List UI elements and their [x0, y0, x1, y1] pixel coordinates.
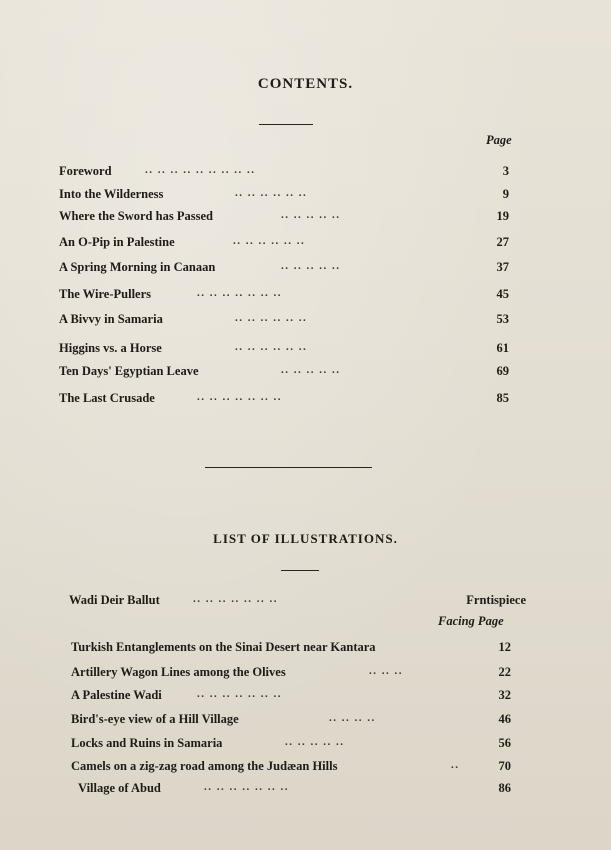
- illustration-entry-title: Locks and Ruins in Samaria: [71, 736, 223, 750]
- illustration-entry-page: Frntispiece: [466, 593, 526, 607]
- illustration-entry-leader: ..: [451, 759, 460, 771]
- illustration-entry-leader: .. .. .. .. .. .. ..: [193, 593, 278, 605]
- toc-entry-title: An O-Pip in Palestine: [59, 235, 175, 249]
- toc-entry-title: Foreword: [59, 164, 112, 178]
- toc-entry-leader: .. .. .. .. ..: [281, 209, 341, 221]
- toc-entry-title: A Bivvy in Samaria: [59, 312, 163, 326]
- toc-entry-page: 37: [496, 260, 509, 274]
- illustration-entry: [71, 712, 511, 732]
- toc-entry-title: Into the Wilderness: [59, 187, 164, 201]
- toc-entry: [59, 364, 509, 384]
- illustration-entry: [71, 688, 511, 708]
- toc-entry-page: 61: [496, 341, 509, 355]
- illustration-entry-page: 12: [498, 640, 511, 654]
- toc-entry: [59, 312, 509, 332]
- toc-entry-page: 19: [496, 209, 509, 223]
- illustration-entry: [71, 736, 511, 756]
- toc-entry: [59, 391, 509, 411]
- toc-entry-leader: .. .. .. .. .. ..: [235, 341, 308, 353]
- toc-entry-leader: .. .. .. .. .. .. .. .. ..: [145, 164, 256, 176]
- toc-entry: [59, 187, 509, 207]
- illustration-entry: [71, 640, 511, 660]
- illustration-entry-leader: .. .. ..: [369, 665, 403, 677]
- illustration-entry-leader: .. .. .. .. ..: [285, 736, 345, 748]
- toc-entry-title: The Last Crusade: [59, 391, 155, 405]
- illustrations-title: LIST OF ILLUSTRATIONS.: [213, 531, 398, 546]
- toc-entry: [59, 341, 509, 361]
- illustration-entry-title: Camels on a zig-zag road among the Judæan Hills: [71, 759, 338, 773]
- illustration-entry-leader: .. .. .. .. .. .. ..: [204, 781, 289, 793]
- page-column-header: Page: [486, 133, 512, 147]
- illustration-entry-leader: .. .. .. ..: [329, 712, 376, 724]
- illustration-entry-title: Wadi Deir Ballut: [69, 593, 160, 607]
- illustration-entry-page: 22: [498, 665, 511, 679]
- toc-entry-page: 53: [496, 312, 509, 326]
- toc-entry-title: Ten Days' Egyptian Leave: [59, 364, 199, 378]
- toc-entry: [59, 260, 509, 280]
- toc-entry-leader: .. .. .. .. ..: [281, 260, 341, 272]
- toc-entry-title: Higgins vs. a Horse: [59, 341, 162, 355]
- toc-entry-leader: .. .. .. .. .. ..: [235, 187, 308, 199]
- illustration-entry-title: Artillery Wagon Lines among the Olives: [71, 665, 286, 679]
- toc-entry-leader: .. .. .. .. .. ..: [235, 312, 308, 324]
- toc-entry-title: Where the Sword has Passed: [59, 209, 213, 223]
- contents-title-rule: [259, 124, 313, 125]
- illustration-entry-page: 70: [498, 759, 511, 773]
- toc-entry-page: 27: [496, 235, 509, 249]
- illustration-entry: [71, 759, 511, 779]
- toc-entry-leader: .. .. .. .. .. .. ..: [197, 391, 282, 403]
- illustration-entry-page: 56: [498, 736, 511, 750]
- facing-page-column-header: Facing Page: [438, 614, 504, 628]
- toc-entry: [59, 209, 509, 229]
- toc-entry-page: 69: [496, 364, 509, 378]
- illustration-entry-title: Bird's-eye view of a Hill Village: [71, 712, 239, 726]
- toc-entry: [59, 287, 509, 307]
- illustration-entry-page: 32: [498, 688, 511, 702]
- toc-entry-page: 3: [502, 164, 509, 178]
- illustration-entry-page: 46: [498, 712, 511, 726]
- illustration-entry: [78, 781, 511, 801]
- toc-entry-page: 85: [496, 391, 509, 405]
- illustration-entry-leader: .. .. .. .. .. .. ..: [197, 688, 282, 700]
- section-divider-rule: [205, 467, 372, 468]
- toc-entry: [59, 164, 509, 184]
- illustration-entry-title: Turkish Entanglements on the Sinai Desert near Kantara: [71, 640, 376, 654]
- illustration-entry-page: 86: [498, 781, 511, 795]
- toc-entry-leader: .. .. .. .. .. ..: [233, 235, 306, 247]
- toc-entry-title: A Spring Morning in Canaan: [59, 260, 216, 274]
- toc-entry-page: 9: [502, 187, 509, 201]
- toc-entry-leader: .. .. .. .. .. .. ..: [197, 287, 282, 299]
- illustration-entry-title: Village of Abud: [78, 781, 161, 795]
- toc-entry-leader: .. .. .. .. ..: [281, 364, 341, 376]
- illustration-entry: [71, 665, 511, 685]
- toc-entry-title: The Wire-Pullers: [59, 287, 152, 301]
- illustrations-title-rule: [281, 570, 319, 571]
- contents-title: CONTENTS.: [257, 76, 354, 92]
- toc-entry: [59, 235, 509, 255]
- illustration-frontispiece-entry: [69, 593, 526, 613]
- toc-entry-page: 45: [496, 287, 509, 301]
- illustration-entry-title: A Palestine Wadi: [71, 688, 162, 702]
